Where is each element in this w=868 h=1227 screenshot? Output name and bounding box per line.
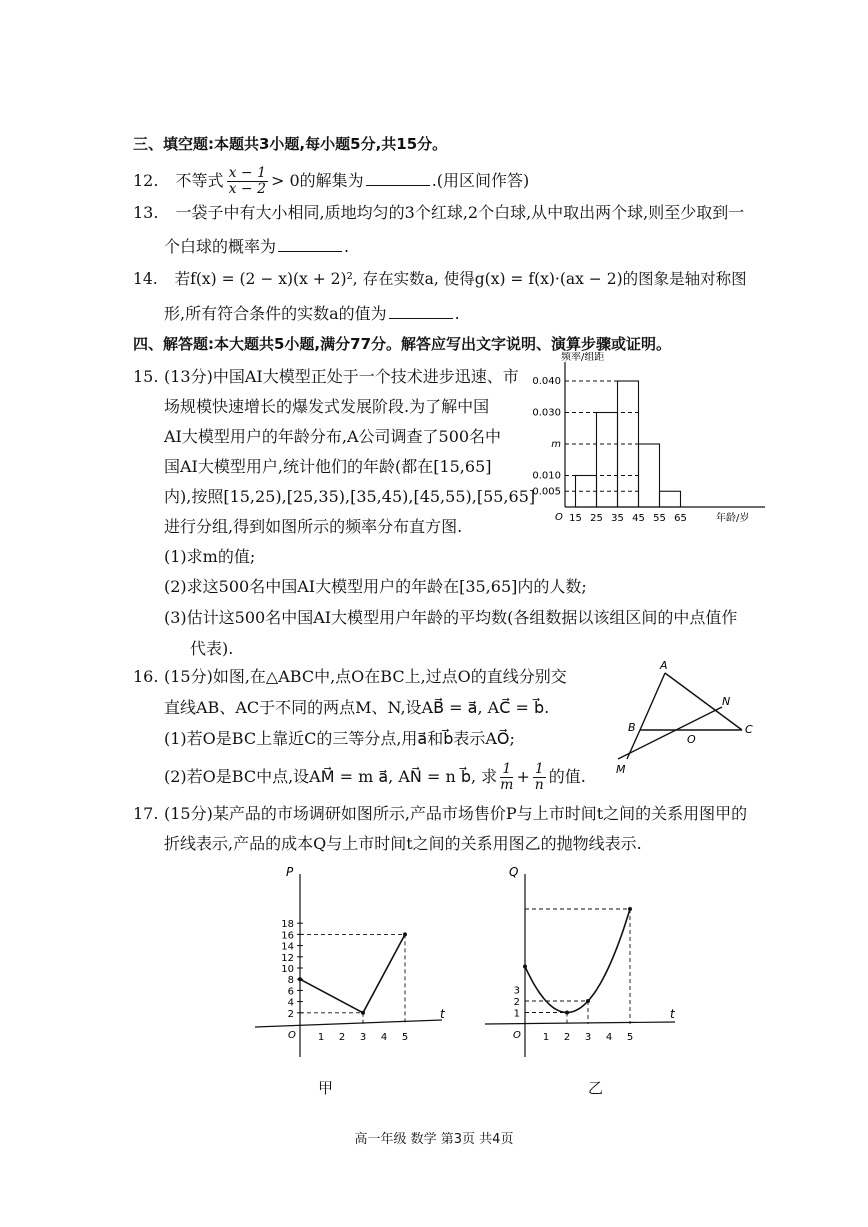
- histogram-bar: [639, 444, 660, 507]
- q15-line-1: 场规模快速增长的爆发式发展阶段.为了解中国: [164, 397, 490, 416]
- t-axis: [485, 1022, 675, 1024]
- y-tick-label: 14: [281, 941, 294, 953]
- q16-frac-1: [500, 762, 513, 793]
- histogram-bar: [660, 491, 681, 507]
- x-tick-label: 3: [359, 1032, 367, 1043]
- question-13-line1: [133, 202, 744, 224]
- histogram-bar: [597, 413, 618, 508]
- label-N: N: [722, 695, 731, 708]
- q14-line2: 形,所有符合条件的实数a的值为: [164, 304, 387, 323]
- q16-sub2b: 的值.: [548, 767, 586, 786]
- caption-jia: 甲: [318, 1079, 334, 1097]
- answer-blank: [278, 237, 342, 252]
- q13-line2: 个白球的概率为: [164, 237, 277, 256]
- page-footer: 高一年级 数学 第3页 共4页: [354, 1132, 514, 1147]
- data-point: [523, 965, 527, 969]
- label-O: O: [687, 733, 696, 746]
- question-number: 14.: [133, 270, 158, 288]
- q16-sub2: [164, 762, 586, 793]
- q16-frac-2: [533, 762, 546, 793]
- q15-sub1: (1)求m的值;: [164, 547, 256, 566]
- q12-frac-num: x − 1: [228, 165, 266, 181]
- y-tick-label: 6: [287, 986, 294, 998]
- origin-label: O: [555, 512, 563, 523]
- y-axis-label: 频率/组距: [561, 352, 605, 363]
- data-point: [628, 907, 632, 911]
- x-tick-label: 15: [569, 513, 582, 524]
- q13-line2-end: .: [344, 237, 350, 256]
- question-number: 13.: [133, 203, 159, 222]
- q15-sub3b: 代表).: [190, 639, 234, 658]
- data-point: [565, 1011, 569, 1015]
- data-point: [361, 1011, 365, 1015]
- data-point: [298, 977, 302, 981]
- y-tick-label: m: [551, 439, 561, 450]
- t-axis-label: t: [670, 1007, 675, 1021]
- q16-frac2-den: n: [534, 777, 544, 793]
- q16-frac2-num: 1: [534, 761, 544, 777]
- origin-label: O: [288, 1030, 296, 1041]
- x-tick-label: 2: [338, 1032, 346, 1043]
- y-tick-label: 0.030: [532, 407, 561, 419]
- y-tick-label: 16: [281, 930, 294, 942]
- section3-heading: 三、填空题:本题共3小题,每小题5分,共15分。: [133, 135, 448, 153]
- x-tick-label: 45: [632, 513, 645, 524]
- q12-text-a: 不等式: [175, 171, 224, 190]
- q16-line2: 直线AB、AC于不同的两点M、N,设AB⃗ = a⃗, AC⃗ = b⃗.: [164, 698, 550, 717]
- data-point: [586, 999, 590, 1003]
- q12-text-b: > 0的解集为: [271, 171, 364, 190]
- q14-line1: 若f(x) = (2 − x)(x + 2)², 存在实数a, 使得g(x) = f(x)·(ax − 2)的图象是轴对称图: [174, 270, 747, 288]
- q16-frac1-num: 1: [500, 762, 513, 778]
- y-tick-label: 10: [281, 964, 294, 975]
- y-tick-label: 0.040: [532, 376, 561, 387]
- question-17-number: 17.: [133, 804, 159, 823]
- q16-sub2a: (2)若O是BC中点,设AM⃗ = m a⃗, AN⃗ = n b⃗, 求: [164, 767, 498, 786]
- question-14-line1: [133, 268, 747, 290]
- question-13-line2: [164, 236, 349, 258]
- x-tick-label: 1: [542, 1032, 550, 1043]
- q15-sub3a: (3)估计这500名中国AI大模型用户年龄的平均数(各组数据以该组区间的中点值作: [164, 608, 738, 627]
- q12-text-c: .(用区间作答): [431, 171, 530, 190]
- q14-line2-end: .: [454, 304, 460, 323]
- y-tick-label: 4: [287, 997, 294, 1009]
- q15-sub2: (2)求这500名中国AI大模型用户的年龄在[35,65]内的人数;: [164, 577, 587, 596]
- x-axis-label: 年龄/岁: [716, 513, 750, 524]
- question-16-number: 16.: [133, 667, 159, 686]
- y-tick-label: 0.005: [532, 486, 561, 498]
- y-tick-label: 8: [287, 975, 294, 987]
- x-tick-label: 55: [653, 513, 666, 524]
- question-number: 12.: [133, 171, 159, 190]
- question-12: [133, 166, 529, 197]
- label-A: A: [660, 659, 668, 672]
- q12-frac-den: x − 2: [228, 181, 266, 197]
- y-tick-label: 18: [281, 919, 294, 931]
- label-C: C: [745, 723, 753, 736]
- q13-line1: 一袋子中有大小相同,质地均匀的3个红球,2个白球,从中取出两个球,则至少取到一: [175, 203, 745, 222]
- segment-AB: [640, 673, 665, 730]
- y-tick-label: 0.010: [532, 470, 561, 482]
- answer-blank: [366, 171, 430, 186]
- q16-plus: +: [516, 767, 530, 786]
- label-M: M: [616, 763, 626, 776]
- q17-line2: 折线表示,产品的成本Q与上市时间t之间的关系用图乙的抛物线表示.: [164, 834, 642, 853]
- y-tick-label: 12: [281, 952, 294, 964]
- q16-sub1: (1)若O是BC上靠近C的三等分点,用a⃗和b⃗表示AO⃗;: [164, 729, 515, 748]
- q16-line1: (15分)如图,在△ABC中,点O在BC上,过点O的直线分别交: [164, 667, 567, 686]
- x-tick-label: 5: [626, 1032, 634, 1043]
- q-axis-label: Q: [509, 865, 519, 879]
- segment-BM: [627, 730, 640, 759]
- price-polyline: [300, 934, 405, 1012]
- x-tick-label: 3: [584, 1032, 592, 1043]
- origin-label: O: [513, 1030, 521, 1041]
- data-point: [403, 932, 407, 936]
- q16-frac1-den: m: [500, 777, 514, 793]
- t-axis: [255, 1020, 442, 1027]
- q12-fraction: [227, 166, 268, 197]
- question-15-number: 15.: [133, 367, 159, 386]
- x-tick-label: 65: [674, 513, 687, 524]
- x-tick-label: 4: [605, 1032, 613, 1043]
- label-B: B: [628, 721, 636, 734]
- x-tick-label: 25: [590, 513, 603, 524]
- segment-AC: [665, 673, 742, 730]
- y-tick-label: 2: [513, 997, 520, 1008]
- cost-parabola: [525, 909, 630, 1013]
- q15-line-3: 国AI大模型用户,统计他们的年龄(都在[15,65]: [164, 457, 492, 476]
- q15-line-4: 内),按照[15,25),[25,35),[35,45),[45,55),[55,65]: [164, 487, 536, 506]
- q15-line-2: AI大模型用户的年龄分布,A公司调查了500名中: [164, 427, 502, 446]
- question-14-line2: [164, 303, 460, 325]
- q17-line1: (15分)某产品的市场调研如图所示,产品市场售价P与上市时间t之间的关系用图甲的: [164, 804, 748, 823]
- x-tick-label: 2: [563, 1032, 571, 1043]
- section4-heading: 四、解答题:本大题共5小题,满分77分。解答应写出文字说明、演算步骤或证明。: [133, 335, 672, 353]
- q15-line-5: 进行分组,得到如图所示的频率分布直方图.: [164, 517, 463, 536]
- x-tick-label: 35: [611, 513, 624, 524]
- y-tick-label: 3: [513, 985, 520, 997]
- triangle-figure: [610, 655, 770, 780]
- y-tick-label: 2: [287, 1008, 294, 1020]
- x-tick-label: 1: [317, 1032, 325, 1043]
- y-tick-label: 1: [513, 1008, 520, 1020]
- answer-blank: [389, 304, 453, 319]
- cost-parabola-chart: [480, 862, 680, 1062]
- x-tick-label: 5: [401, 1032, 409, 1043]
- caption-yi: 乙: [588, 1079, 604, 1097]
- p-axis-label: P: [286, 865, 294, 879]
- q15-line-0: (13分)中国AI大模型正处于一个技术进步迅速、市: [164, 367, 519, 386]
- frequency-histogram: [530, 352, 770, 532]
- price-line-chart: [250, 862, 450, 1062]
- x-tick-label: 4: [380, 1032, 388, 1043]
- t-axis-label: t: [440, 1007, 445, 1021]
